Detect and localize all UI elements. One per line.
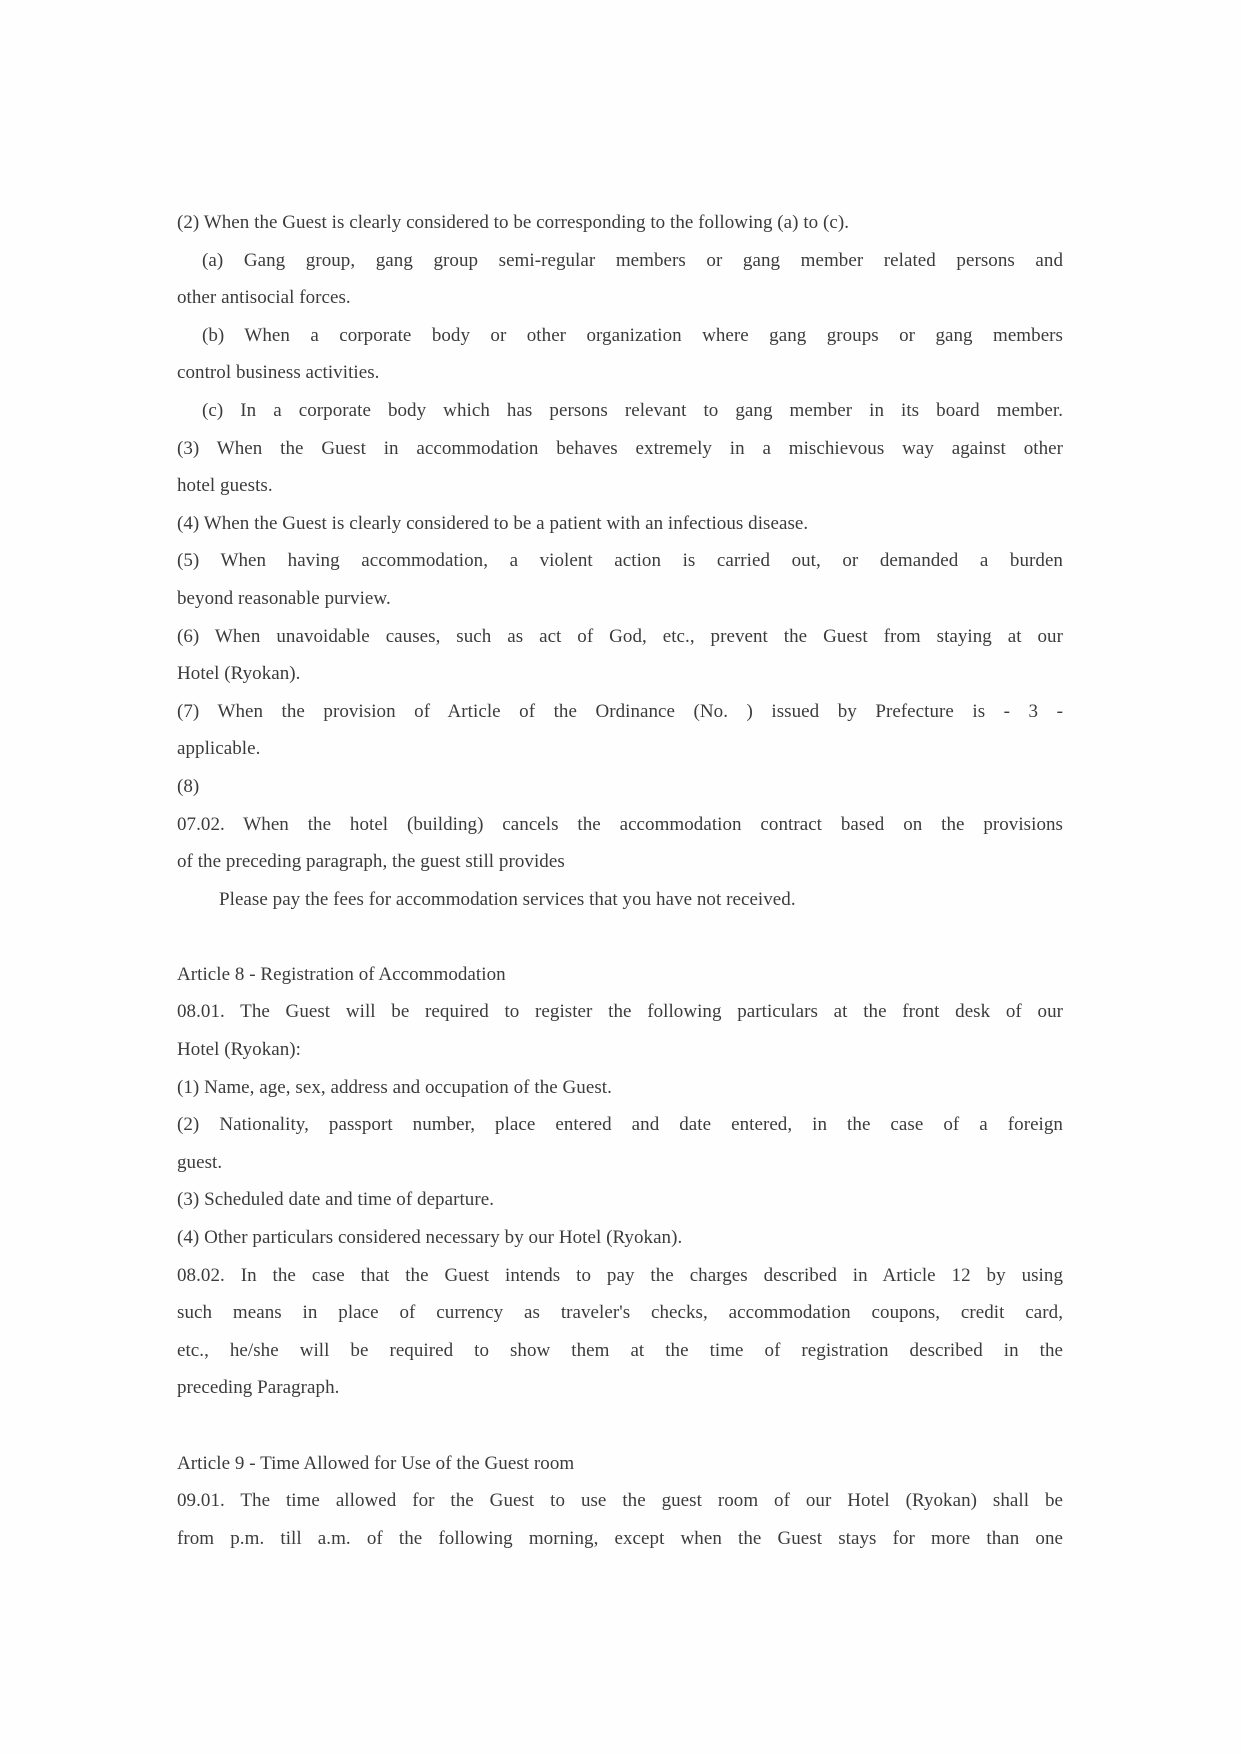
document-line: etc., he/she will be required to show them at the time of registration described in the — [177, 1339, 1063, 1361]
document-line: Article 8 - Registration of Accommodation — [177, 963, 506, 985]
document-line: (3) When the Guest in accommodation behaves extremely in a mischievous way against other — [177, 437, 1063, 459]
document-line: (4) When the Guest is clearly considered to be a patient with an infectious disease. — [177, 512, 809, 534]
document-line: guest. — [177, 1151, 223, 1173]
blank-line — [177, 1407, 1063, 1445]
document-line: 09.01. The time allowed for the Guest to use the guest room of our Hotel (Ryokan) shall be — [177, 1490, 1063, 1512]
document-line: from p.m. till a.m. of the following morning, except when the Guest stays for more than one — [177, 1527, 1063, 1549]
document-line: beyond reasonable purview. — [177, 587, 391, 609]
document-line: (a) Gang group, gang group semi-regular members or gang member related persons and — [202, 249, 1063, 271]
document-line: (8) — [177, 775, 200, 797]
document-line: of the preceding paragraph, the guest still provides — [177, 851, 565, 873]
document-line: Please pay the fees for accommodation services that you have not received. — [219, 888, 796, 910]
document-line: control business activities. — [177, 362, 380, 384]
document-line: (7) When the provision of Article of the Ordinance (No. ) issued by Prefecture is - 3 - — [177, 700, 1063, 722]
document-line: 07.02. When the hotel (building) cancels the accommodation contract based on the provisions — [177, 813, 1063, 835]
document-line: (b) When a corporate body or other organization where gang groups or gang members — [202, 324, 1063, 346]
document-line: (3) Scheduled date and time of departure. — [177, 1189, 495, 1211]
document-line: preceding Paragraph. — [177, 1377, 340, 1399]
document-line: (2) Nationality, passport number, place entered and date entered, in the case of a foreign — [177, 1114, 1063, 1136]
document-line: (1) Name, age, sex, address and occupation of the Guest. — [177, 1076, 612, 1098]
blank-line — [177, 918, 1063, 956]
document-line: other antisocial forces. — [177, 287, 351, 309]
document-line: Hotel (Ryokan). — [177, 663, 301, 685]
document-line: (2) When the Guest is clearly considered to be corresponding to the following (a) to (c). — [177, 212, 850, 233]
document-line: hotel guests. — [177, 475, 273, 497]
document-line: (5) When having accommodation, a violent action is carried out, or demanded a burden — [177, 550, 1063, 572]
document-line: (c) In a corporate body which has persons relevant to gang member in its board member. — [202, 399, 1063, 421]
document-line: Hotel (Ryokan): — [177, 1039, 301, 1061]
document-line: such means in place of currency as traveler's checks, accommodation coupons, credit card, — [177, 1302, 1063, 1324]
document-line: (4) Other particulars considered necessary by our Hotel (Ryokan). — [177, 1227, 683, 1249]
document-line: 08.02. In the case that the Guest intends to pay the charges described in Article 12 by using — [177, 1264, 1063, 1286]
document-line: applicable. — [177, 738, 261, 760]
text-block — [177, 204, 1063, 1557]
document-line: Article 9 - Time Allowed for Use of the Guest room — [177, 1452, 575, 1474]
document-line: 08.01. The Guest will be required to register the following particulars at the front desk of our — [177, 1001, 1063, 1023]
document-line: (6) When unavoidable causes, such as act of God, etc., prevent the Guest from staying at our — [177, 625, 1063, 647]
